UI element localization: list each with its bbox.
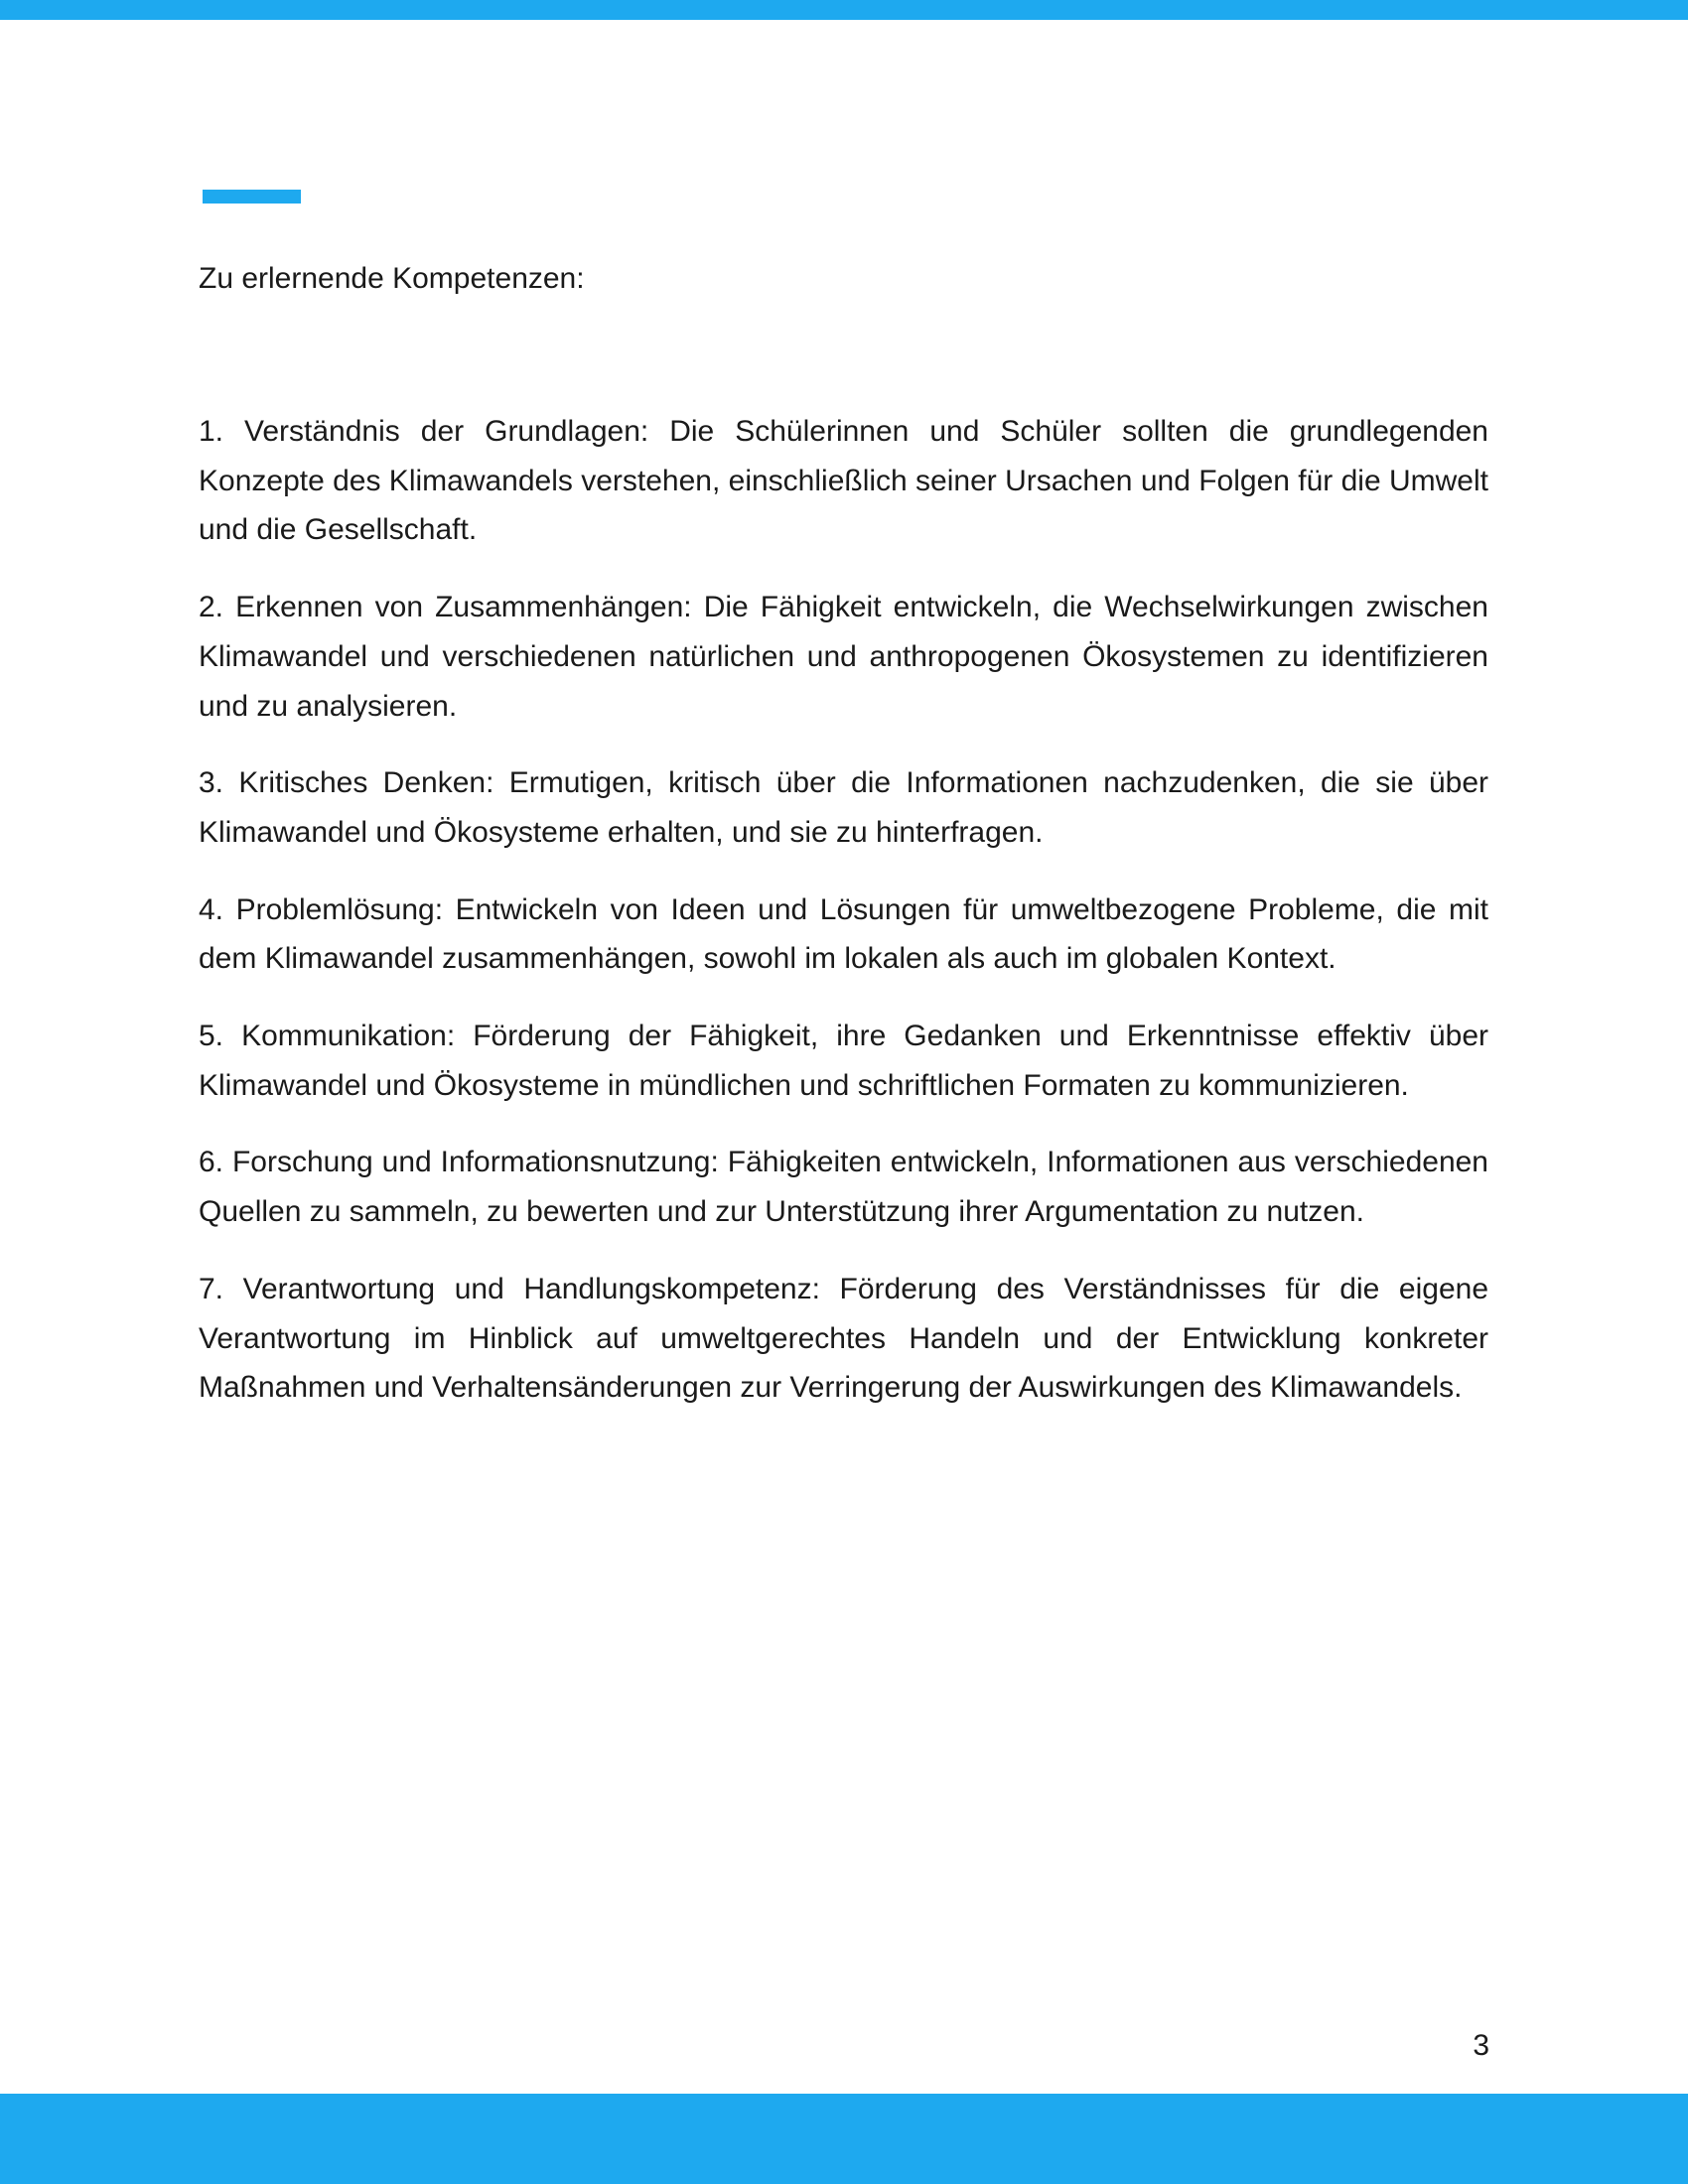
- competency-item: 7. Verantwortung und Handlungskompetenz: Förderung des Verständnisses für die eigene Verantwortung im Hinblick auf umweltgerechtes Handeln und der Entwicklung konkreter Maßnahmen und Verhaltensänderungen zur Verringerung der Auswirkungen des Klimawandels.: [199, 1272, 1488, 1405]
- page-number: 3: [1473, 2029, 1489, 2062]
- competency-item: 2. Erkennen von Zusammenhängen: Die Fähigkeit entwickeln, die Wechselwirkungen zwischen Klimawandel und verschiedenen natürlichen und anthropogenen Ökosystemen zu identifizieren und zu analysieren.: [199, 591, 1488, 723]
- competency-list: [199, 407, 1488, 1413]
- competency-item: 5. Kommunikation: Förderung der Fähigkeit, ihre Gedanken und Erkenntnisse effektiv über Klimawandel und Ökosysteme in mündlichen und schriftlichen Formaten zu kommunizieren.: [199, 1020, 1488, 1102]
- competency-item: 1. Verständnis der Grundlagen: Die Schülerinnen und Schüler sollten die grundlegenden Konzepte des Klimawandels verstehen, einschließlich seiner Ursachen und Folgen für die Umwelt und die Gesellschaft.: [199, 415, 1488, 547]
- bottom-accent-bar: [0, 2094, 1688, 2184]
- top-accent-bar: [0, 0, 1688, 20]
- page-content: [199, 254, 1488, 1440]
- competency-item: 3. Kritisches Denken: Ermutigen, kritisch über die Informationen nachzudenken, die sie über Klimawandel und Ökosysteme erhalten, und sie zu hinterfragen.: [199, 766, 1488, 849]
- competency-item: 6. Forschung und Informationsnutzung: Fähigkeiten entwickeln, Informationen aus verschiedenen Quellen zu sammeln, zu bewerten und zur Unterstützung ihrer Argumentation zu nutzen.: [199, 1146, 1488, 1229]
- section-accent-dash: [203, 190, 301, 204]
- section-heading: Zu erlernende Kompetenzen:: [199, 262, 585, 295]
- competency-item: 4. Problemlösung: Entwickeln von Ideen und Lösungen für umweltbezogene Probleme, die mit dem Klimawandel zusammenhängen, sowohl im lokalen als auch im globalen Kontext.: [199, 892, 1488, 976]
